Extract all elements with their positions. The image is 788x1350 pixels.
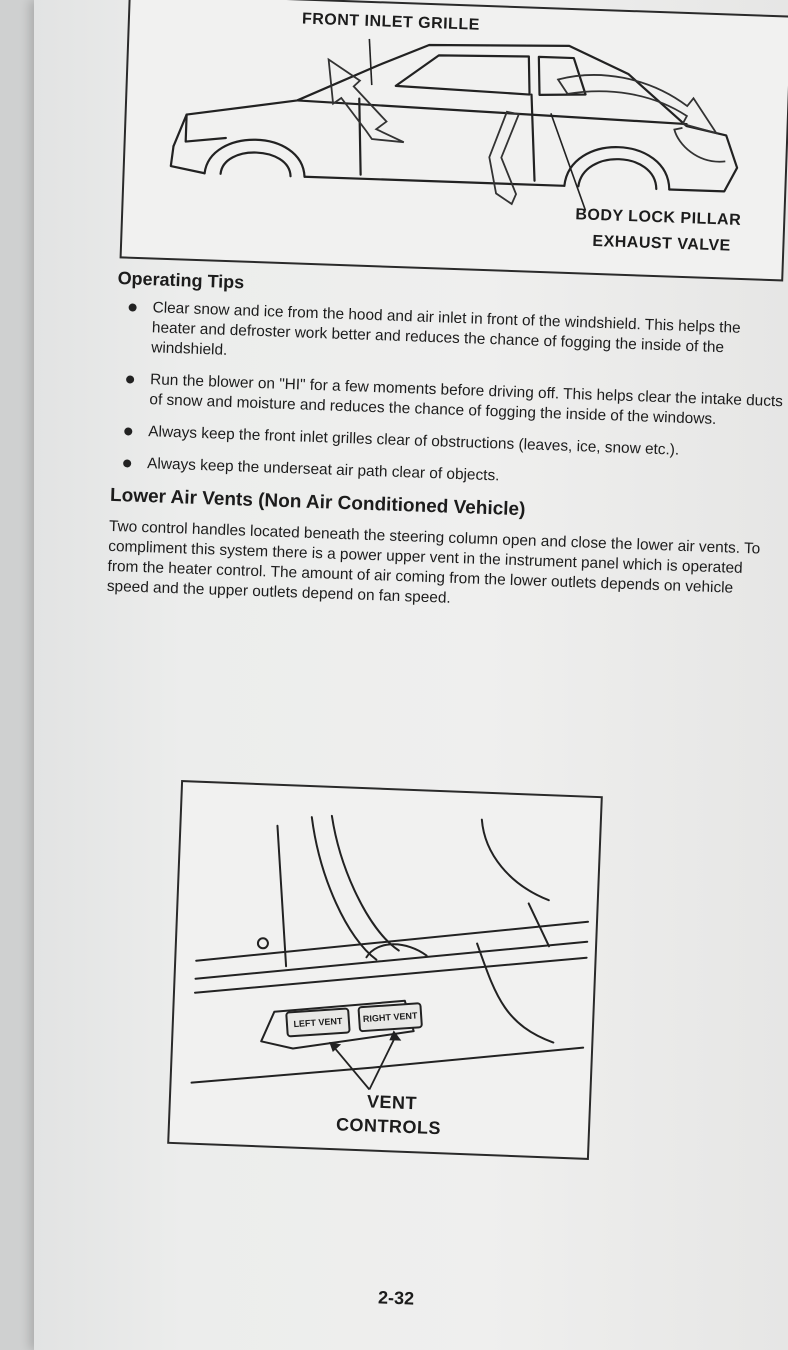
text-content [107, 268, 788, 620]
lower-air-vents-heading: Lower Air Vents (Non Air Conditioned Vehicle) [109, 484, 526, 521]
operating-tips-heading: Operating Tips [117, 268, 245, 293]
vent-label-line1: VENT [366, 1091, 418, 1114]
car-airflow-figure [120, 0, 788, 282]
bullet-icon [123, 459, 131, 467]
tip-text: Run the blower on "HI" for a few moments before driving off. This helps clear the intake ducts of snow and moisture and reduces the chance of fogging the inside of the windows. [149, 371, 784, 428]
tip-text: Clear snow and ice from the hood and air inlet in front of the windshield. This helps the heater and defroster work better and reduces the chance of fogging the inside of the windshield. [150, 299, 741, 359]
tip-text: Always keep the front inlet grilles clear of obstructions (leaves, ice, snow etc.). [148, 423, 680, 459]
operating-tips-list [111, 297, 788, 496]
bullet-icon [126, 375, 134, 383]
vent-controls-figure [167, 780, 603, 1160]
manual-page [34, 0, 788, 1350]
left-vent-label: LEFT VENT [293, 1015, 343, 1030]
exhaust-valve-label: EXHAUST VALVE [592, 232, 732, 255]
lower-air-vents-paragraph: Two control handles located beneath the steering column open and close the lower air vents. To compliment this system there is a power upper vent in the instrument panel which is operated from the heater control. The amount of air coming from the lower outlets depends on vehicle speed and the upper outlets depend on fan speed. [106, 517, 761, 607]
bullet-icon [124, 427, 132, 435]
front-inlet-grille-label: FRONT INLET GRILLE [301, 10, 481, 34]
left-vent-knob [285, 1007, 351, 1037]
right-vent-label: RIGHT VENT [362, 1010, 418, 1025]
list-item [113, 369, 786, 432]
right-vent-knob [357, 1002, 423, 1032]
page-number: 2-32 [377, 1287, 415, 1309]
vent-label-line2: CONTROLS [335, 1114, 442, 1139]
bullet-icon [128, 303, 136, 311]
list-item [115, 297, 788, 380]
body-lock-pillar-label: BODY LOCK PILLAR [575, 206, 742, 229]
tip-text: Always keep the underseat air path clear of objects. [146, 455, 500, 485]
